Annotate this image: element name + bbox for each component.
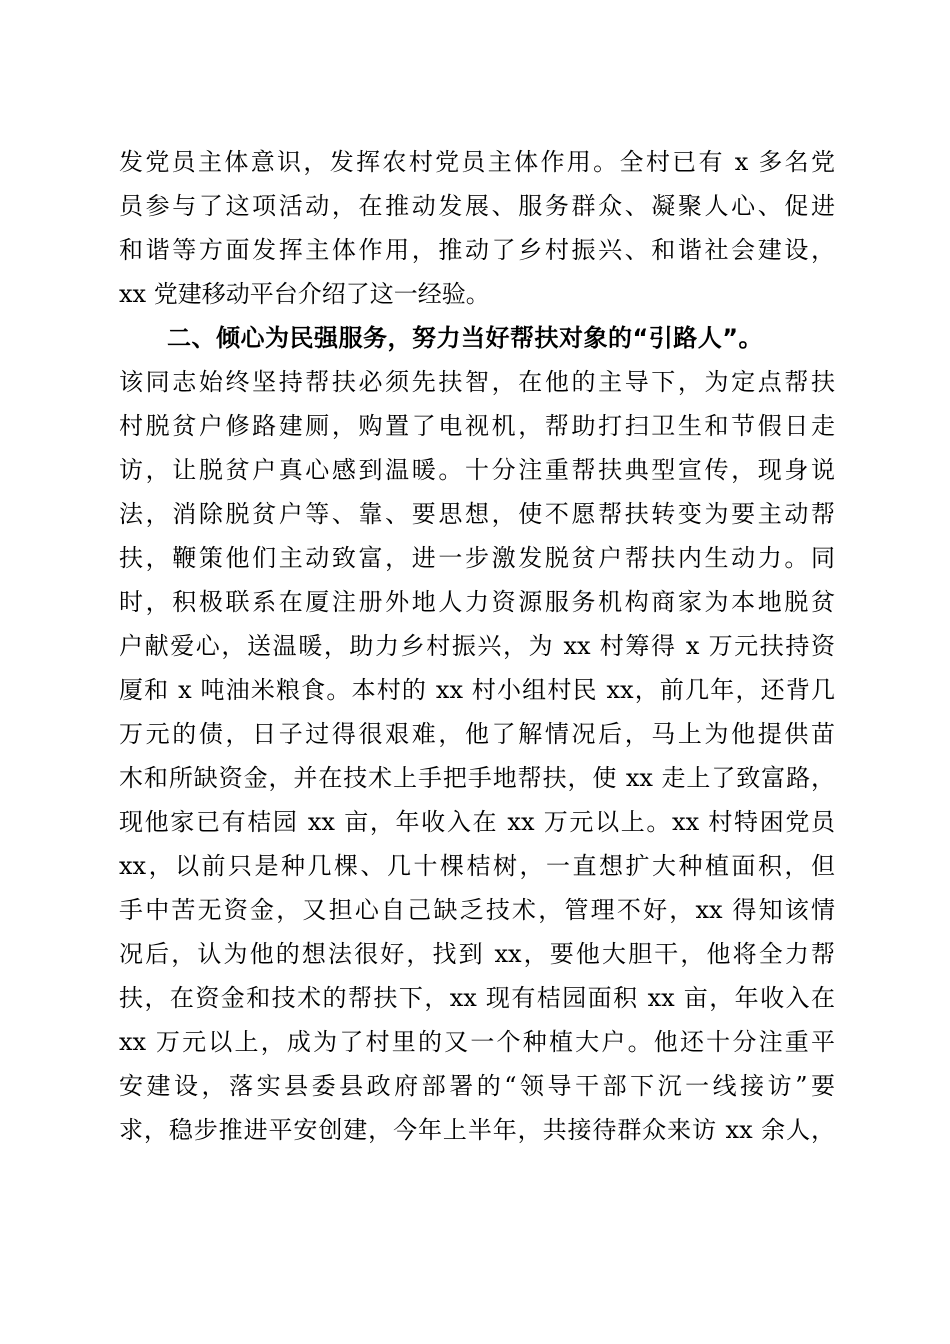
paragraph-1 [119, 140, 835, 316]
text-line: xx 万元以上，成为了村里的又一个种植大户。他还十分注重平 [119, 1028, 835, 1056]
text-line: 扶，鞭策他们主动致富，进一步激发脱贫户帮扶内生动力。同 [119, 544, 835, 572]
text-line: 扶，在资金和技术的帮扶下，xx 现有桔园面积 xx 亩，年收入在 [119, 984, 835, 1012]
text-line: 木和所缺资金，并在技术上手把手地帮扶，使 xx 走上了致富路， [119, 764, 835, 792]
text-line: 时，积极联系在厦注册外地人力资源服务机构商家为本地脱贫 [119, 588, 835, 616]
text-line: 该同志始终坚持帮扶必须先扶智，在他的主导下，为定点帮扶 [119, 368, 835, 396]
text-line: 访，让脱贫户真心感到温暖。十分注重帮扶典型宣传，现身说 [119, 456, 835, 484]
paragraph-2 [119, 360, 835, 1152]
text-line: 安建设，落实县委县政府部署的“领导干部下沉一线接访”要 [119, 1072, 835, 1100]
text-line: 手中苦无资金，又担心自己缺乏技术，管理不好，xx 得知该情 [119, 896, 835, 924]
text-line: 发党员主体意识，发挥农村党员主体作用。全村已有 x 多名党 [119, 148, 835, 176]
text-line: xx，以前只是种几棵、几十棵桔树，一直想扩大种植面积，但 [119, 852, 835, 880]
text-line: 和谐等方面发挥主体作用，推动了乡村振兴、和谐社会建设， [119, 236, 835, 264]
text-line: 员参与了这项活动，在推动发展、服务群众、凝聚人心、促进 [119, 192, 835, 220]
text-line: 万元的债，日子过得很艰难，他了解情况后，马上为他提供苗 [119, 720, 835, 748]
document-body [119, 140, 835, 1152]
text-line: xx 党建移动平台介绍了这一经验。 [119, 280, 490, 308]
section-heading-2: 二、倾心为民强服务，努力当好帮扶对象的“引路人”。 [167, 324, 764, 352]
text-line: 法，消除脱贫户等、靠、要思想，使不愿帮扶转变为要主动帮 [119, 500, 835, 528]
text-line: 厦和 x 吨油米粮食。本村的 xx 村小组村民 xx，前几年，还背几 [119, 676, 835, 704]
text-line: 户献爱心，送温暖，助力乡村振兴，为 xx 村筹得 x 万元扶持资 [119, 632, 835, 660]
text-line: 现他家已有桔园 xx 亩，年收入在 xx 万元以上。xx 村特困党员 [119, 808, 835, 836]
text-line: 况后，认为他的想法很好，找到 xx，要他大胆干，他将全力帮 [119, 940, 835, 968]
text-line: 村脱贫户修路建厕，购置了电视机，帮助打扫卫生和节假日走 [119, 412, 835, 440]
text-line: 求，稳步推进平安创建，今年上半年，共接待群众来访 xx 余人， [119, 1116, 835, 1144]
